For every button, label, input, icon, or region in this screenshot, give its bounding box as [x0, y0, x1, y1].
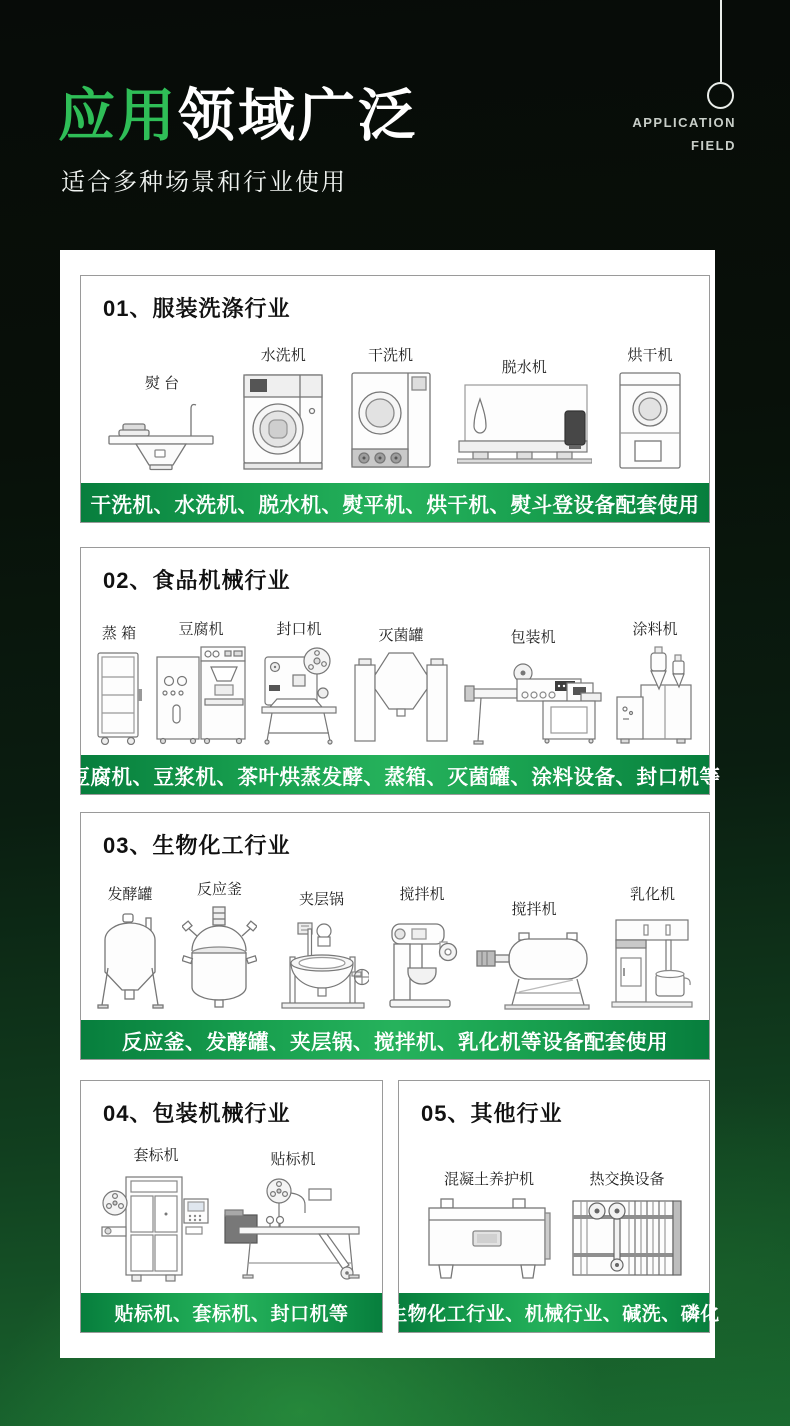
machine-label: 夹层锅	[298, 891, 344, 908]
page-title	[58, 70, 418, 152]
machine-label: 包装机	[510, 629, 556, 646]
machine-label: 混凝土养护机	[443, 1171, 534, 1188]
heat-exchange-equipment-illustration	[571, 1195, 683, 1283]
section-card-laundry	[80, 275, 710, 523]
machine-label: 贴标机	[270, 1151, 316, 1168]
machine-sleeve-labeler	[100, 1144, 212, 1283]
corner-caption-line1: APPLICATION	[632, 115, 736, 130]
sealing-machine-illustration	[259, 645, 339, 745]
section-banner: 生物化工行业、机械行业、碱洗、磷化	[399, 1293, 709, 1332]
sleeve-labeling-machine-illustration	[100, 1171, 212, 1283]
corner-caption	[632, 112, 736, 158]
drying-machine-illustration	[617, 371, 683, 471]
section-title: 01、服装洗涤行业	[103, 296, 291, 321]
machine-label: 烘干机	[627, 347, 673, 364]
machines-row	[81, 1128, 382, 1293]
stand-mixer-illustration	[386, 910, 458, 1010]
machine-label: 热交换设备	[589, 1171, 665, 1188]
machines-row	[81, 860, 709, 1020]
machine-label: 水洗机	[260, 347, 306, 364]
jacketed-kettle-illustration	[274, 915, 369, 1010]
machine-label: 发酵罐	[107, 886, 153, 903]
reaction-kettle-illustration	[182, 905, 257, 1010]
sterilization-tank-illustration	[351, 651, 451, 745]
section-card-food	[69, 547, 721, 795]
machine-washer	[242, 344, 324, 471]
machine-label: 乳化机	[629, 886, 675, 903]
machines-row	[81, 595, 709, 755]
concrete-curing-machine-illustration	[425, 1195, 553, 1283]
fermentation-tank-illustration	[95, 910, 165, 1010]
corner-caption-line2: FIELD	[690, 137, 736, 153]
labeling-machine-illustration	[223, 1175, 363, 1283]
machine-stand-mixer	[386, 883, 458, 1010]
machines-row	[399, 1128, 709, 1293]
tofu-machine-illustration	[155, 645, 247, 745]
machine-label: 灭菌罐	[378, 627, 424, 644]
section-card-other	[388, 1080, 720, 1333]
section-banner: 反应釜、发酵罐、夹层锅、搅拌机、乳化机等设备配套使用	[81, 1020, 709, 1059]
machine-sterilizer-tank	[351, 624, 451, 745]
machine-dryer	[617, 344, 683, 471]
dry-cleaning-machine-illustration	[350, 371, 432, 471]
section-title: 05、其他行业	[421, 1101, 563, 1126]
page-subtitle: 适合多种场景和行业使用	[61, 169, 347, 196]
machine-ironing-table	[107, 372, 217, 471]
machine-fermenter	[95, 883, 165, 1010]
machine-jacketed-kettle	[274, 888, 369, 1010]
coating-machine-illustration	[615, 645, 695, 745]
machines-row	[81, 323, 709, 483]
page-title-rest: 领域广泛	[178, 84, 418, 148]
machine-heat-exchanger	[571, 1168, 683, 1283]
machine-horizontal-mixer	[475, 898, 593, 1010]
machine-label: 脱水机	[501, 359, 547, 376]
section-banner: 豆腐机、豆浆机、茶叶烘蒸发酵、蒸箱、灭菌罐、涂料设备、封口机等	[81, 755, 709, 794]
content-panel	[60, 250, 721, 1358]
machine-label: 干洗机	[367, 347, 413, 364]
decor-vertical-line	[720, 0, 722, 82]
machine-dehydrator	[457, 356, 592, 471]
machine-label: 熨 台	[144, 375, 180, 392]
horizontal-mixer-illustration	[475, 925, 593, 1010]
machine-label: 封口机	[276, 621, 322, 638]
machine-concrete-curing	[425, 1168, 553, 1283]
washing-machine-illustration	[242, 371, 324, 471]
section-card-packaging	[80, 1080, 383, 1333]
section-title: 02、食品机械行业	[103, 568, 291, 593]
packaging-machine-illustration	[463, 653, 603, 745]
machine-label: 反应釜	[196, 881, 242, 898]
machine-emulsifier	[610, 883, 695, 1010]
machine-label: 搅拌机	[511, 901, 557, 918]
page-title-highlight: 应用	[58, 84, 178, 148]
section-card-biochemical	[80, 812, 710, 1060]
machine-sealer	[259, 618, 339, 745]
section-banner: 贴标机、套标机、封口机等	[81, 1293, 382, 1332]
machine-reactor	[182, 878, 257, 1010]
machine-label: 豆腐机	[178, 621, 224, 638]
machine-label: 搅拌机	[399, 886, 445, 903]
section-title: 04、包装机械行业	[103, 1101, 291, 1126]
section-banner: 干洗机、水洗机、脱水机、熨平机、烘干机、熨斗登设备配套使用	[81, 483, 709, 522]
machine-label: 蒸 箱	[101, 625, 137, 642]
dewatering-machine-illustration	[457, 383, 592, 471]
machine-tofu	[155, 618, 247, 745]
steam-cabinet-illustration	[95, 649, 143, 745]
machine-steam-cabinet	[95, 622, 143, 745]
ironing-table-illustration	[107, 399, 217, 471]
machine-label: 套标机	[133, 1147, 179, 1164]
machine-packaging	[463, 626, 603, 745]
machine-label: 涂料机	[632, 621, 678, 638]
section-title: 03、生物化工行业	[103, 833, 291, 858]
machine-labeler	[223, 1148, 363, 1283]
decor-circle-icon	[707, 82, 734, 109]
machine-coating	[615, 618, 695, 745]
emulsifying-machine-illustration	[610, 910, 695, 1010]
machine-dry-cleaner	[350, 344, 432, 471]
